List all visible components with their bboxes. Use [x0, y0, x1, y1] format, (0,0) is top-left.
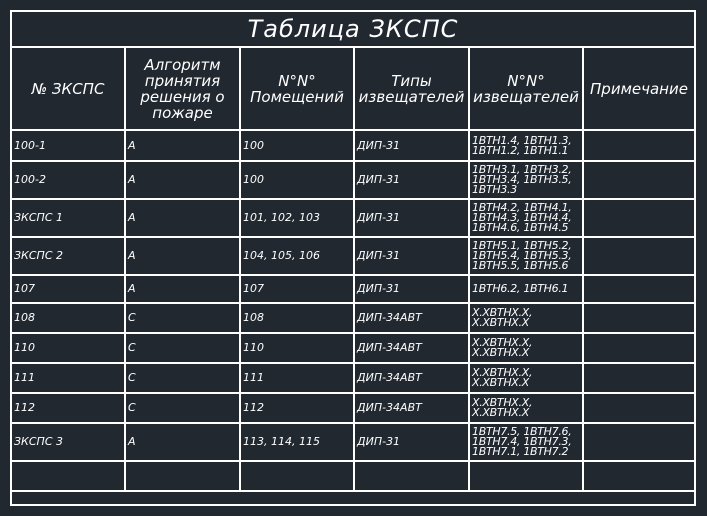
rooms-cell: 111: [240, 363, 354, 393]
header-zkps-number: № ЗКСПС: [12, 48, 125, 130]
zkps-cell: 112: [12, 393, 125, 423]
table-row: [12, 333, 694, 363]
header-rooms: N°N° Помещений: [240, 48, 354, 130]
detector-type-cell: ДИП-34АВТ: [354, 363, 469, 393]
zkps-cell: ЗКСПС 1: [12, 199, 125, 237]
table-row: [12, 161, 694, 199]
rooms-cell: 112: [240, 393, 354, 423]
zkps-cell: ЗКСПС 3: [12, 423, 125, 461]
detector-type-cell: ДИП-31: [354, 199, 469, 237]
notes-cell: [583, 333, 694, 363]
table-frame: [10, 10, 696, 506]
detector-numbers-cell: 1BTH1.4, 1BTH1.3, 1BTH1.2, 1BTH1.1: [469, 130, 583, 161]
rooms-cell: 108: [240, 303, 354, 333]
notes-cell: [583, 130, 694, 161]
notes-cell: [583, 161, 694, 199]
rooms-cell: 100: [240, 130, 354, 161]
zkps-cell: 107: [12, 275, 125, 303]
zkps-cell: 100-1: [12, 130, 125, 161]
detector-type-cell: ДИП-34АВТ: [354, 303, 469, 333]
table-row: [12, 363, 694, 393]
algorithm-cell: C: [125, 363, 240, 393]
table-title: Таблица ЗКСПС: [12, 12, 694, 48]
zkps-cell: 108: [12, 303, 125, 333]
detector-numbers-cell: 1BTH5.1, 1BTH5.2, 1BTH5.4, 1BTH5.3, 1BTH5.5, 1BTH5.6: [469, 237, 583, 275]
algorithm-cell: A: [125, 275, 240, 303]
detector-numbers-cell: 1BTH4.2, 1BTH4.1, 1BTH4.3, 1BTH4.4, 1BTH4.6, 1BTH4.5: [469, 199, 583, 237]
zkps-table: [12, 48, 694, 492]
rooms-cell: [240, 461, 354, 491]
notes-cell: [583, 237, 694, 275]
notes-cell: [583, 199, 694, 237]
algorithm-cell: A: [125, 199, 240, 237]
detector-numbers-cell: 1BTH7.5, 1BTH7.6, 1BTH7.4, 1BTH7.3, 1BTH7.1, 1BTH7.2: [469, 423, 583, 461]
detector-numbers-cell: [469, 461, 583, 491]
notes-cell: [583, 303, 694, 333]
zkps-cell: 111: [12, 363, 125, 393]
zkps-cell: [12, 461, 125, 491]
detector-numbers-cell: X.XBTHX.X, X.XBTHX.X: [469, 333, 583, 363]
detector-numbers-cell: X.XBTHX.X, X.XBTHX.X: [469, 393, 583, 423]
header-row: [12, 48, 694, 130]
detector-type-cell: [354, 461, 469, 491]
detector-type-cell: ДИП-34АВТ: [354, 333, 469, 363]
table-body: [12, 130, 694, 491]
algorithm-cell: A: [125, 237, 240, 275]
algorithm-cell: A: [125, 423, 240, 461]
table-row: [12, 461, 694, 491]
detector-numbers-cell: X.XBTHX.X, X.XBTHX.X: [469, 363, 583, 393]
algorithm-cell: A: [125, 161, 240, 199]
detector-numbers-cell: 1BTH3.1, 1BTH3.2, 1BTH3.4, 1BTH3.5, 1BTH3.3: [469, 161, 583, 199]
detector-type-cell: ДИП-31: [354, 237, 469, 275]
zkps-cell: 100-2: [12, 161, 125, 199]
table-row: [12, 199, 694, 237]
header-detector-numbers: N°N° извещателей: [469, 48, 583, 130]
rooms-cell: 101, 102, 103: [240, 199, 354, 237]
detector-type-cell: ДИП-31: [354, 161, 469, 199]
table-row: [12, 423, 694, 461]
rooms-cell: 100: [240, 161, 354, 199]
notes-cell: [583, 461, 694, 491]
table-row: [12, 275, 694, 303]
zkps-cell: ЗКСПС 2: [12, 237, 125, 275]
detector-numbers-cell: X.XBTHX.X, X.XBTHX.X: [469, 303, 583, 333]
header-algorithm: Алгоритм принятия решения о пожаре: [125, 48, 240, 130]
table-row: [12, 393, 694, 423]
header-detector-types: Типы извещателей: [354, 48, 469, 130]
detector-type-cell: ДИП-31: [354, 423, 469, 461]
rooms-cell: 113, 114, 115: [240, 423, 354, 461]
notes-cell: [583, 363, 694, 393]
header-notes: Примечание: [583, 48, 694, 130]
algorithm-cell: [125, 461, 240, 491]
table-row: [12, 130, 694, 161]
detector-numbers-cell: 1BTH6.2, 1BTH6.1: [469, 275, 583, 303]
algorithm-cell: C: [125, 333, 240, 363]
detector-type-cell: ДИП-31: [354, 130, 469, 161]
notes-cell: [583, 393, 694, 423]
table-row: [12, 303, 694, 333]
algorithm-cell: C: [125, 393, 240, 423]
notes-cell: [583, 275, 694, 303]
detector-type-cell: ДИП-31: [354, 275, 469, 303]
rooms-cell: 110: [240, 333, 354, 363]
algorithm-cell: C: [125, 303, 240, 333]
detector-type-cell: ДИП-34АВТ: [354, 393, 469, 423]
rooms-cell: 104, 105, 106: [240, 237, 354, 275]
notes-cell: [583, 423, 694, 461]
table-row: [12, 237, 694, 275]
zkps-cell: 110: [12, 333, 125, 363]
algorithm-cell: A: [125, 130, 240, 161]
rooms-cell: 107: [240, 275, 354, 303]
